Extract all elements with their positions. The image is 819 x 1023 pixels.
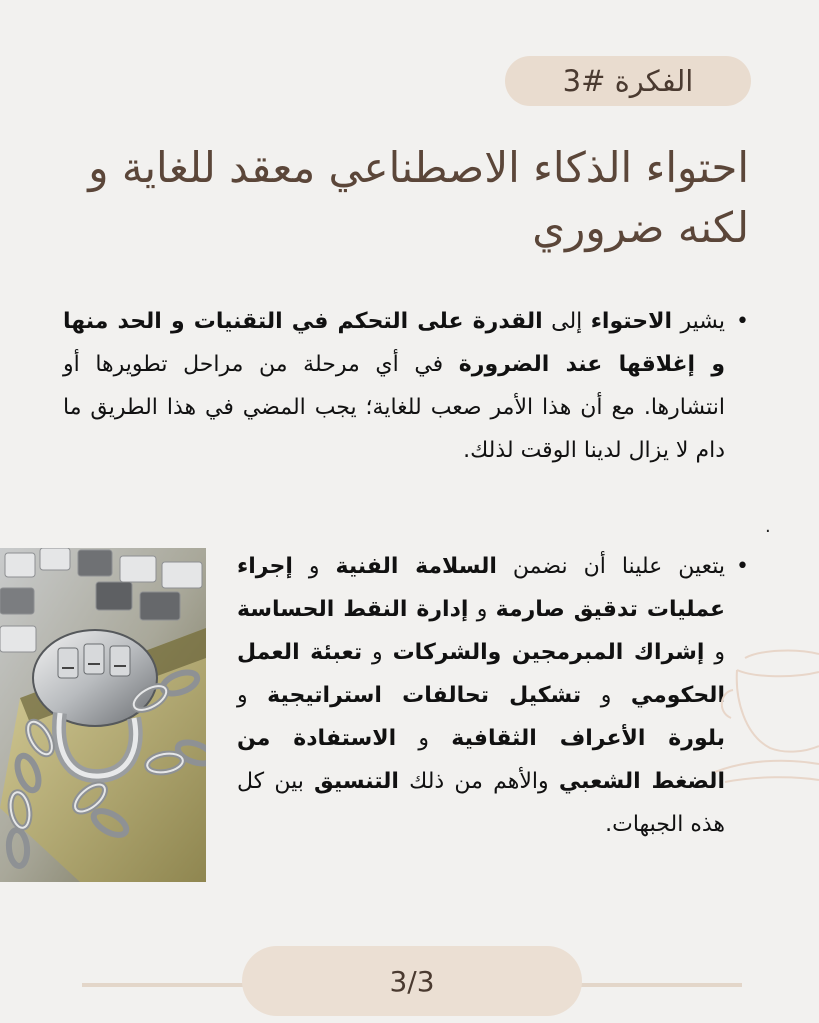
stray-dot-icon: . <box>765 516 771 537</box>
bullet-2-text: و <box>581 683 631 708</box>
bullet-2-text: يتعين علينا أن نضمن <box>496 554 725 579</box>
bullet-2-bold: إشراك المبرمجين والشركات <box>392 640 705 665</box>
bullet-2-text: والأهم من ذلك <box>398 769 559 794</box>
bullet-1-text: إلى <box>542 309 591 334</box>
padlock-chain-icon <box>0 548 206 882</box>
padlock-chain-photo <box>0 548 206 882</box>
bullet-2-text: و <box>396 726 452 751</box>
idea-badge-label: الفكرة #3 <box>562 64 694 98</box>
bullet-1-bold: القدرة على التحكم في التقنيات و الحد منها و إغلاقها عند الضرورة <box>63 309 726 377</box>
bullet-2-text: و <box>292 554 336 579</box>
bullet-2-bold: الاستفادة من الضغط الشعبي <box>237 726 725 794</box>
bullet-2-bold: السلامة الفنية <box>335 554 497 579</box>
bullet-2-bold: إدارة النقط الحساسة <box>237 597 469 622</box>
idea-badge <box>505 56 751 106</box>
bullet-2-text: بين كل هذه الجبهات. <box>237 769 725 837</box>
bullet-dot-icon: • <box>736 309 749 334</box>
coffee-cup-icon <box>715 640 819 790</box>
bullet-1-bold: الاحتواء <box>590 309 673 334</box>
bullet-2-text: و <box>362 640 393 665</box>
bullet-point-1 <box>63 300 749 472</box>
bullet-2-text: و <box>704 640 725 665</box>
bullet-2-text: و <box>468 597 496 622</box>
page-title: احتواء الذكاء الاصطناعي معقد للغاية و لكنه ضروري <box>88 143 749 252</box>
bullet-2-bold: بلورة الأعراف الثقافية <box>451 726 725 751</box>
bullet-2-bold: إجراء عمليات تدقيق صارمة <box>237 554 725 622</box>
bullet-point-2 <box>237 545 749 846</box>
coffee-cup-decoration <box>715 640 819 790</box>
bullet-2-text: و <box>237 683 268 708</box>
bullet-2-bold: التنسيق <box>314 769 399 794</box>
page-indicator-label: 3/3 <box>389 964 435 998</box>
bullet-dot-icon: • <box>736 554 749 579</box>
bullet-1-text: يشير <box>672 309 725 334</box>
bullet-2-bold: تعبئة العمل الحكومي <box>237 640 725 708</box>
bullet-1-text: في أي مرحلة من مراحل تطويرها أو انتشارها. مع أن هذا الأمر صعب للغاية؛ يجب المضي في هذا الطريق ما دام لا يزال لدينا الوقت لذلك. <box>63 352 725 463</box>
page-indicator <box>242 946 582 1016</box>
bullet-2-bold: تشكيل تحالفات استراتيجية <box>267 683 582 708</box>
